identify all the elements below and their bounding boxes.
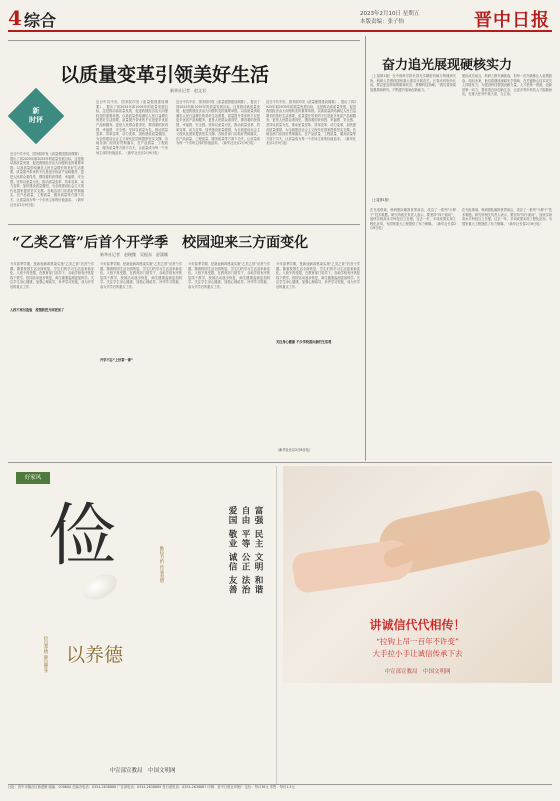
ad-line-2: 大手拉小手让诚信传承下去: [372, 649, 463, 658]
ad-title: 讲诚信代代相传！: [369, 618, 466, 632]
page-header: [8, 6, 552, 32]
subhead-first-lesson: 开学不忘“上好第一课”: [100, 358, 133, 362]
article-body-school-col1: 今年春季学期，是新冠病毒感染实施“乙类乙管”后首个学期。随着校园生活全面恢复，学生们的学习生活迎来新变化。入校不再受限，在教育部门指导下，各地学校有序恢复线下教学，校园活动逐步恢复，师生健康监测更加科学。关注学生身心健康，加强心理疏导，补齐学习短板，成为开学后的重点工作。: [10, 262, 94, 289]
badge-text-bottom: 时评: [29, 116, 43, 124]
headline-quality: 以质量变革引领美好生活: [60, 64, 270, 86]
byline-quality: 新华社记者 赵文君: [170, 88, 206, 93]
public-service-poster: [8, 466, 277, 784]
article-body-quality-col1: 近日中共中央、国务院印发《质量强国建设纲要》，提出了到2025年和2035年的质量发展目标，这是推动高质量发展、促进我国经济由大向强转变的重要举措。以高质量供给满足人民日益增长的美好生活需要，质量提升带来的不仅是更多优质产品和服务，更是人民群众看得见、摸得着的获得感、幸福感、安全感。坚持以质量为先，推动质量变革、效率变革、动力变革，加快建设质量强国，为全面建设社会主义现代化国家提供坚实支撑。各地各部门应抓好贯彻落实，在产品质量、工程质量、服务质量等方面下功夫，让质量成为每一个市场主体的价值追求。（新华社北京2月9日电）: [10, 152, 84, 207]
poster-slogan: [66, 640, 123, 667]
page-number: 4: [8, 6, 22, 30]
badge-text-top: 新: [32, 107, 40, 115]
page-editor: 本版责编：张子怡: [360, 19, 405, 25]
subhead-health: 关注身心健康 不少学校提出新的生活观: [276, 340, 332, 344]
integrity-photo-ad: [283, 466, 552, 683]
poster-big-character: 俭: [48, 497, 117, 576]
issue-date: 2023年2月10日 星期五: [360, 11, 420, 17]
article-body-quality-col2: 近日中共中央、国务院印发《质量强国建设纲要》，提出了到2025年和2035年的质量发展目标，这是推动高质量发展、促进我国经济由大向强转变的重要举措。以高质量供给满足人民日益增长的美好生活需要，质量提升带来的不仅是更多优质产品和服务，更是人民群众看得见、摸得着的获得感、幸福感、安全感。坚持以质量为先，推动质量变革、效率变革、动力变革，加快建设质量强国，为全面建设社会主义现代化国家提供坚实支撑。各地各部门应抓好贯彻落实，在产品质量、工程质量、服务质量等方面下功夫，让质量成为每一个市场主体的价值追求。（新华社北京2月9日电）: [96, 100, 168, 155]
core-values: [204, 506, 264, 606]
divider: [8, 40, 360, 41]
article-body-quality-col4: 近日中共中央、国务院印发《质量强国建设纲要》，提出了到2025年和2035年的质量发展目标，这是推动高质量发展、促进我国经济由大向强转变的重要举措。以高质量供给满足人民日益增长的美好生活需要，质量提升带来的不仅是更多优质产品和服务，更是人民群众看得见、摸得着的获得感、幸福感、安全感。坚持以质量为先，推动质量变革、效率变革、动力变革，加快建设质量强国，为全面建设社会主义现代化国家提供坚实支撑。各地各部门应抓好贯彻落实，在产品质量、工程质量、服务质量等方面下功夫，让质量成为每一个市场主体的价值追求。（新华社北京2月9日电）: [266, 100, 356, 146]
article-body-quality-col3: 近日中共中央、国务院印发《质量强国建设纲要》，提出了到2025年和2035年的质量发展目标，这是推动高质量发展、促进我国经济由大向强转变的重要举措。以高质量供给满足人民日益增长的美好生活需要，质量提升带来的不仅是更多优质产品和服务，更是人民群众看得见、摸得着的获得感、幸福感、安全感。坚持以质量为先，推动质量变革、效率变革、动力变革，加快建设质量强国，为全面建设社会主义现代化国家提供坚实支撑。各地各部门应抓好贯彻落实，在产品质量、工程质量、服务质量等方面下功夫，让质量成为每一个市场主体的价值追求。（新华社北京2月9日电）: [176, 100, 260, 146]
article-body-light-c1: 在光电领域，科研团队瞄准世界前沿，攻克了一系列“卡脖子”技术难题。研究所相关负责人表示，要坚持“四个面向”，加快实现高水平科技自立自强。过去一年，多项成果实现工程化应用，为国家重大工程提供了有力保障。（新华社长春2月9日电）: [370, 208, 456, 231]
headline-light: 奋力追光展现硬核实力: [382, 58, 513, 73]
poster-small-text-2: 勤俭节约 传承美德: [159, 546, 164, 583]
poster-credit: 中宣部宣教局 中国文明网: [109, 768, 176, 774]
article-body-light-b: 团队成员坦言，科研之路充满挑战，但每一次突破都让人倍感振奋。面向未来，他们将继续深耕光学领域，在关键核心技术攻关上持续发力，为建设科技强国贡献力量。人才是第一资源，创新是第一动力，要营造良好创新生态，让更多青年科技人才脱颖而出，在重大任务中挑大梁、当主角。: [462, 74, 552, 97]
article-body-school-col3: 今年春季学期，是新冠病毒感染实施“乙类乙管”后首个学期。随着校园生活全面恢复，学生们的学习生活迎来新变化。入校不再受限，在教育部门指导下，各地学校有序恢复线下教学，校园活动逐步恢复，师生健康监测更加科学。关注学生身心健康，加强心理疏导，补齐学习短板，成为开学后的重点工作。: [188, 262, 270, 289]
poster-slogan-a: 以养: [66, 644, 105, 666]
header-date-block: [360, 10, 470, 26]
article-body-light-a: ［上接第1版］在中国科学院长春光学精密机械与物理研究所，科研人员围绕国家重大需求开展攻关。长春光机所所长说，要以更加昂扬的精神状态，勇攀科技高峰。“我们将持续加强基础研究，不断提升原始创新能力。”: [370, 74, 456, 92]
ad-credit: 中宣部宣教局 中国文明网: [384, 669, 451, 675]
poster-brand: 好家风: [16, 472, 50, 484]
commentary-badge-label: [16, 96, 56, 136]
section-title: 综合: [24, 11, 57, 30]
column-divider: [365, 36, 366, 461]
article-body-light-c2: 在光电领域，科研团队瞄准世界前沿，攻克了一系列“卡脖子”技术难题。研究所相关负责人表示，要坚持“四个面向”，加快实现高水平科技自立自强。过去一年，多项成果实现工程化应用，为国家重大工程提供了有力保障。（新华社长春2月9日电）: [462, 208, 552, 226]
headline-school: “乙类乙管”后首个开学季 校园迎来三方面变化: [12, 235, 309, 251]
article-body-school-col4: 今年春季学期，是新冠病毒感染实施“乙类乙管”后首个学期。随着校园生活全面恢复，学生们的学习生活迎来新变化。入校不再受限，在教育部门指导下，各地学校有序恢复线下教学，校园活动逐步恢复，师生健康监测更加科学。关注学生身心健康，加强心理疏导，补齐学习短板，成为开学后的重点工作。: [276, 262, 360, 289]
newspaper-logo: 晋中日报: [474, 10, 550, 31]
poster-small-text-1: 俭以养德 静以修身: [43, 636, 48, 673]
values-line-1: 富强 民主 文明 和谐: [253, 506, 263, 595]
continued-marker: （上接第1版）: [370, 198, 392, 202]
poster-slogan-b: 德: [104, 644, 124, 666]
ad-line-1: “拉钩上吊一百年不许变”: [376, 637, 459, 646]
values-line-2: 自由 平等 公正 法治: [240, 506, 250, 595]
values-line-3: 爱国 敬业 诚信 友善: [227, 506, 237, 595]
divider: [8, 462, 552, 463]
article-body-school-col2: 今年春季学期，是新冠病毒感染实施“乙类乙管”后首个学期。随着校园生活全面恢复，学生们的学习生活迎来新变化。入校不再受限，在教育部门指导下，各地学校有序恢复线下教学，校园活动逐步恢复，师生健康监测更加科学。关注学生身心健康，加强心理疏导，补齐学习短板，成为开学后的重点工作。: [100, 262, 182, 289]
subhead-entry: 入校不再另查验 疫情防控方面更加了: [10, 308, 65, 312]
page-footer: 社址：晋中市榆次区新建路 邮编：030600 总编办电话：0354-2638888 广告部电话：0354-2638889 发行部电话：0354-2638887 印刷：晋中日报社印刷厂 定价：每月36元 零售：每份1.5元: [8, 784, 552, 798]
divider: [8, 224, 360, 225]
source-school: （新华社北京2月8日电）: [276, 448, 312, 452]
byline-school: 新华社记者 赵琬微 吴振东 舒潇颖: [100, 252, 168, 257]
